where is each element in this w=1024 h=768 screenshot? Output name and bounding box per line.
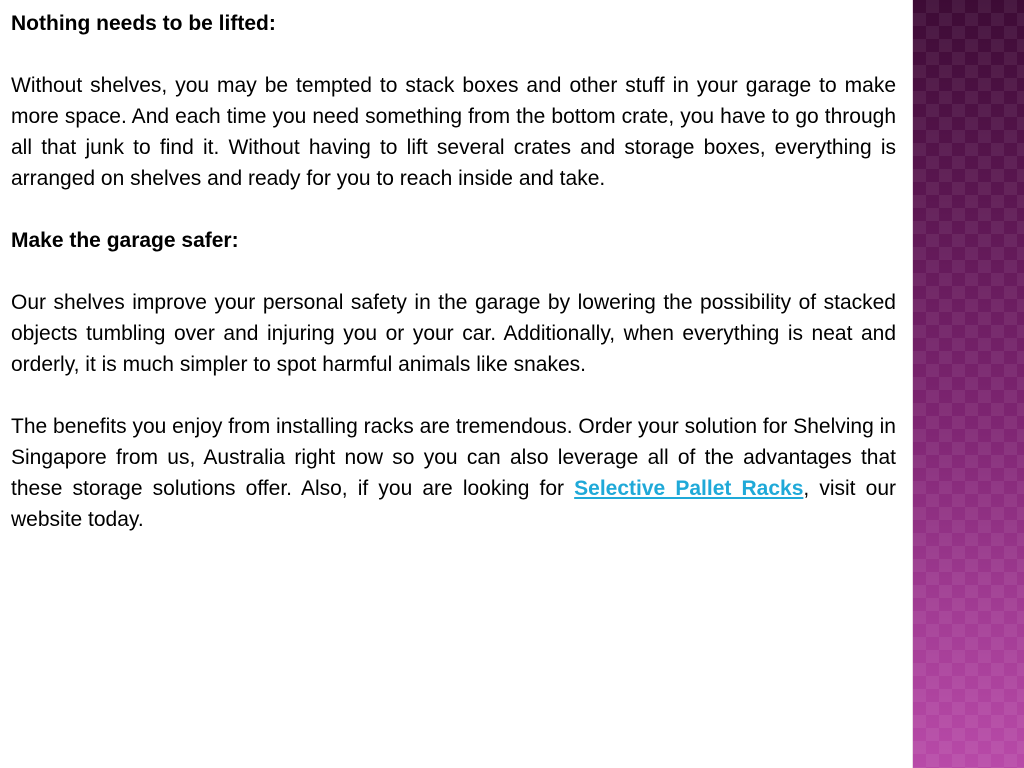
slide-content [11,8,896,566]
section-body-safer: Our shelves improve your personal safety in the garage by lowering the possibility of stacked objects tumbling over and injuring you or your car. Additionally, when everything is neat and orderly, it is much simpler to spot harmful animals like snakes. [11,291,896,376]
section-heading-lifted: Nothing needs to be lifted: [11,12,276,35]
closing-paragraph [11,411,896,535]
closing-text-after-link: , visit our website today. [11,477,896,531]
closing-text-before-link: The benefits you enjoy from installing racks are tremendous. Order your solution for Shelving in Singapore from us, Australia right now so you can also leverage all of the advantages that these storage solutions offer. Also, if you are looking for [11,415,896,500]
decorative-side-band [912,0,1024,768]
section-heading-safer: Make the garage safer: [11,229,239,252]
section-body-lifted: Without shelves, you may be tempted to stack boxes and other stuff in your garage to make more space. And each time you need something from the bottom crate, you have to go through all that junk to find it. Without having to lift several crates and storage boxes, everything is arranged on shelves and ready for you to reach inside and take. [11,74,896,190]
selective-pallet-racks-link[interactable]: Selective Pallet Racks [574,477,804,500]
